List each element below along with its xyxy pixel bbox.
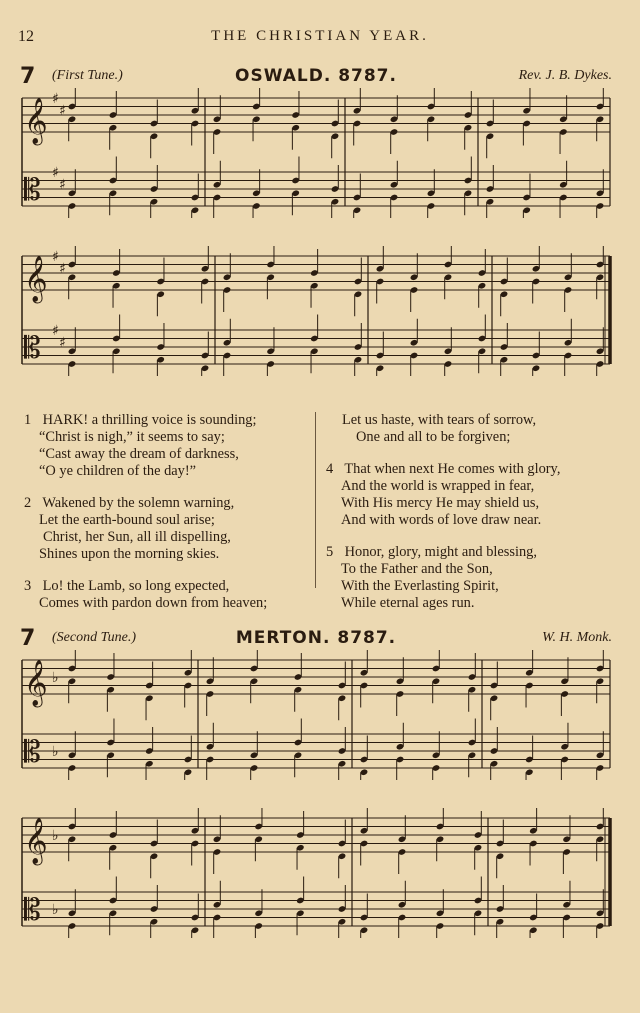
sharp-icon: ♯ [52, 249, 59, 265]
c-clef-icon: 𝄡 [24, 331, 41, 366]
verse-line: Lo! the Lamb, so long expected, [42, 578, 230, 594]
flat-icon: ♭ [52, 744, 59, 760]
verse-line: That when next He comes with glory, [344, 461, 561, 477]
flat-icon: ♭ [52, 828, 59, 844]
verse-line: HARK! a thrilling voice is sounding; [42, 412, 257, 428]
verse-line: To the Father and the Son, [341, 561, 493, 577]
verse-line: With the Everlasting Spirit, [341, 578, 499, 594]
hymn-left-column [24, 412, 314, 627]
verse-line: Christ, her Sun, all ill dispelling, [43, 529, 231, 545]
verse-line: “Christ is nigh,” it seems to say; [39, 429, 225, 445]
verse-line: And the world is wrapped in fear, [341, 478, 535, 494]
stanza-number: 5 [326, 544, 334, 560]
stanza-number: 2 [24, 495, 32, 511]
stanza-3-continued [326, 412, 626, 446]
verse-line: With His mercy He may shield us, [341, 495, 540, 511]
verse-line: “Cast away the dream of darkness, [39, 446, 239, 462]
verse-line: Let us haste, with tears of sorrow, [342, 412, 537, 428]
sharp-icon: ♯ [52, 91, 59, 107]
treble-clef-icon: 𝄞 [24, 98, 48, 144]
sharp-icon: ♯ [59, 103, 66, 119]
verse-line: While eternal ages run. [341, 595, 475, 611]
verse-line: Shines upon the morning skies. [39, 546, 220, 562]
page-number: 12 [18, 28, 34, 45]
composer: Rev. J. B. Dykes. [518, 68, 612, 83]
tune-number: 7 [20, 64, 36, 89]
music-system-oswald-2 [0, 246, 640, 376]
treble-clef-icon: 𝄞 [24, 660, 48, 706]
verse-line: And with words of love draw near. [341, 512, 542, 528]
flat-icon: ♭ [52, 902, 59, 918]
sharp-icon: ♯ [52, 323, 59, 339]
treble-clef-icon: 𝄞 [24, 256, 48, 302]
tune-title: OSWALD. 8787. [235, 66, 397, 86]
verse-line: Let the earth-bound soul arise; [39, 512, 215, 528]
running-title: THE CHRISTIAN YEAR. [211, 28, 429, 44]
stanza-4 [326, 461, 626, 529]
sharp-icon: ♯ [52, 165, 59, 181]
stanza-number: 4 [326, 461, 334, 477]
composer: W. H. Monk. [542, 630, 612, 645]
tune-header-oswald [20, 64, 612, 89]
sharp-icon: ♯ [59, 177, 66, 193]
stanza-number: 3 [24, 578, 32, 594]
verse-line: “O ye children of the day!” [39, 463, 197, 479]
stanza-1 [24, 412, 314, 480]
stanza-number: 1 [24, 412, 32, 428]
stanza-3 [24, 578, 314, 612]
tune-title: MERTON. 8787. [235, 628, 397, 648]
sharp-icon: ♯ [59, 261, 66, 277]
verse-line: Comes with pardon down from heaven; [39, 595, 268, 611]
tune-label: (Second Tune.) [52, 630, 136, 645]
sharp-icon: ♯ [59, 335, 66, 351]
hymn-right-column [326, 412, 626, 627]
c-clef-icon: 𝄡 [24, 893, 41, 928]
music-system-merton-2 [0, 808, 640, 938]
c-clef-icon: 𝄡 [24, 173, 41, 208]
flat-icon: ♭ [52, 670, 59, 686]
verse-line: Honor, glory, might and blessing, [344, 544, 537, 560]
stanza-2 [24, 495, 314, 563]
column-divider [315, 412, 316, 588]
tune-label: (First Tune.) [52, 68, 123, 83]
c-clef-icon: 𝄡 [24, 735, 41, 770]
stanza-5 [326, 544, 626, 612]
verse-line: Wakened by the solemn warning, [42, 495, 235, 511]
music-system-oswald-1 [0, 88, 640, 218]
music-system-merton-1 [0, 650, 640, 780]
verse-line: One and all to be forgiven; [356, 429, 511, 445]
tune-header-merton [20, 626, 612, 651]
treble-clef-icon: 𝄞 [24, 818, 48, 864]
tune-number: 7 [20, 626, 36, 651]
